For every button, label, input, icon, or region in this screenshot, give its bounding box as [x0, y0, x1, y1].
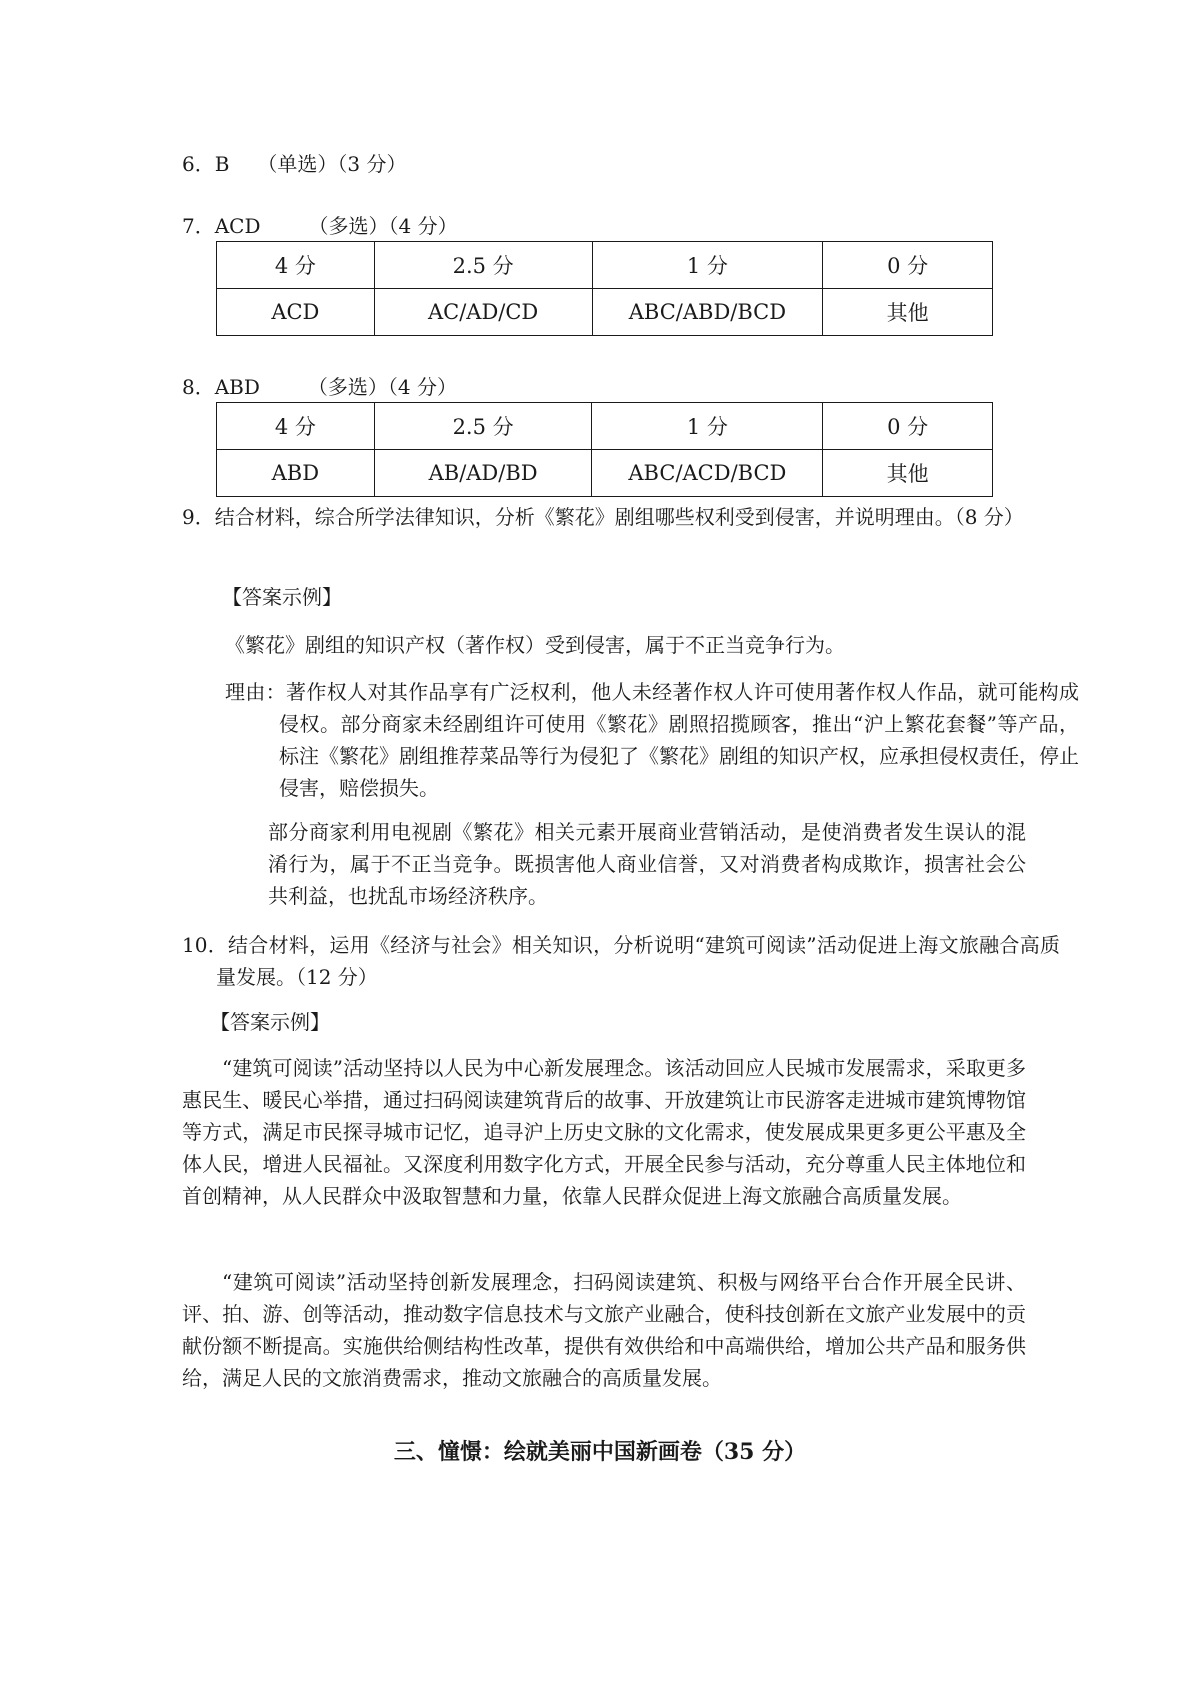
q7-answer-cell: ABC/ABD/BCD	[592, 289, 823, 336]
q9-question: 9．结合材料，综合所学法律知识，分析《繁花》剧组哪些权利受到侵害，并说明理由。（8 分）	[182, 505, 1024, 529]
q6-number: 6．B	[182, 152, 230, 176]
q7-line	[182, 212, 458, 240]
q8-type: （多选）（4 分）	[307, 375, 457, 399]
q9-answer-p2: 理由：著作权人对其作品享有广泛权利，他人未经著作权人许可使用著作权人作品，就可能构成侵权。部分商家未经剧组许可使用《繁花》剧照招揽顾客，推出“沪上繁花套餐”等产品，标注《繁花》剧组推荐菜品等行为侵犯了《繁花》剧组的知识产权，应承担侵权责任，停止侵害，赔偿损失。	[225, 680, 1079, 800]
q8-answer-cell: 其他	[823, 450, 993, 497]
q9-answer-p1: 《繁花》剧组的知识产权（著作权）受到侵害，属于不正当竞争行为。	[225, 633, 845, 657]
q7-score-table	[216, 241, 993, 336]
q9-answer-label: 【答案示例】	[222, 585, 342, 609]
q8-header-cell: 1 分	[592, 403, 823, 450]
q7-type: （多选）（4 分）	[308, 214, 458, 238]
section-title: 三、憧憬：绘就美丽中国新画卷（35 分）	[393, 1439, 807, 1465]
q7-answer-cell: AC/AD/CD	[374, 289, 592, 336]
table-row	[217, 403, 993, 450]
q7-answer-cell: ACD	[217, 289, 375, 336]
q8-header-cell: 4 分	[217, 403, 375, 450]
table-row	[217, 289, 993, 336]
q8-score-table	[216, 402, 993, 497]
q7-number: 7．ACD	[182, 214, 261, 238]
table-row	[217, 242, 993, 289]
q10-question: 10．结合材料，运用《经济与社会》相关知识，分析说明“建筑可阅读”活动促进上海文旅融合高质量发展。（12 分）	[182, 933, 1060, 989]
q7-header-cell: 1 分	[592, 242, 823, 289]
q7-header-cell: 2.5 分	[374, 242, 592, 289]
q8-answer-cell: ABC/ACD/BCD	[592, 450, 823, 497]
q6-type: （单选）（3 分）	[257, 152, 407, 176]
q10-answer-p2: “建筑可阅读”活动坚持创新发展理念，扫码阅读建筑、积极与网络平台合作开展全民讲、评、拍、游、创等活动，推动数字信息技术与文旅产业融合，使科技创新在文旅产业发展中的贡献份额不断提高。实施供给侧结构性改革，提供有效供给和中高端供给，增加公共产品和服务供给，满足人民的文旅消费需求，推动文旅融合的高质量发展。	[182, 1270, 1026, 1390]
q8-header-cell: 2.5 分	[374, 403, 592, 450]
q8-line	[182, 373, 457, 401]
q8-answer-cell: ABD	[217, 450, 375, 497]
q8-answer-cell: AB/AD/BD	[374, 450, 592, 497]
q8-number: 8．ABD	[182, 375, 260, 399]
q10-answer-p1: “建筑可阅读”活动坚持以人民为中心新发展理念。该活动回应人民城市发展需求，采取更多惠民生、暖民心举措，通过扫码阅读建筑背后的故事、开放建筑让市民游客走进城市建筑博物馆等方式，满足市民探寻城市记忆，追寻沪上历史文脉的文化需求，使发展成果更多更公平惠及全体人民，增进人民福祉。又深度利用数字化方式，开展全民参与活动，充分尊重人民主体地位和首创精神，从人民群众中汲取智慧和力量，依靠人民群众促进上海文旅融合高质量发展。	[182, 1056, 1026, 1208]
q8-header-cell: 0 分	[823, 403, 993, 450]
q7-header-cell: 0 分	[823, 242, 993, 289]
table-row	[217, 450, 993, 497]
q9-answer-p3: 部分商家利用电视剧《繁花》相关元素开展商业营销活动，是使消费者发生误认的混淆行为，属于不正当竞争。既损害他人商业信誉，又对消费者构成欺诈，损害社会公共利益，也扰乱市场经济秩序。	[268, 820, 1026, 908]
q10-answer-label: 【答案示例】	[210, 1010, 330, 1034]
q7-header-cell: 4 分	[217, 242, 375, 289]
q7-answer-cell: 其他	[823, 289, 993, 336]
q6-line	[182, 150, 407, 178]
